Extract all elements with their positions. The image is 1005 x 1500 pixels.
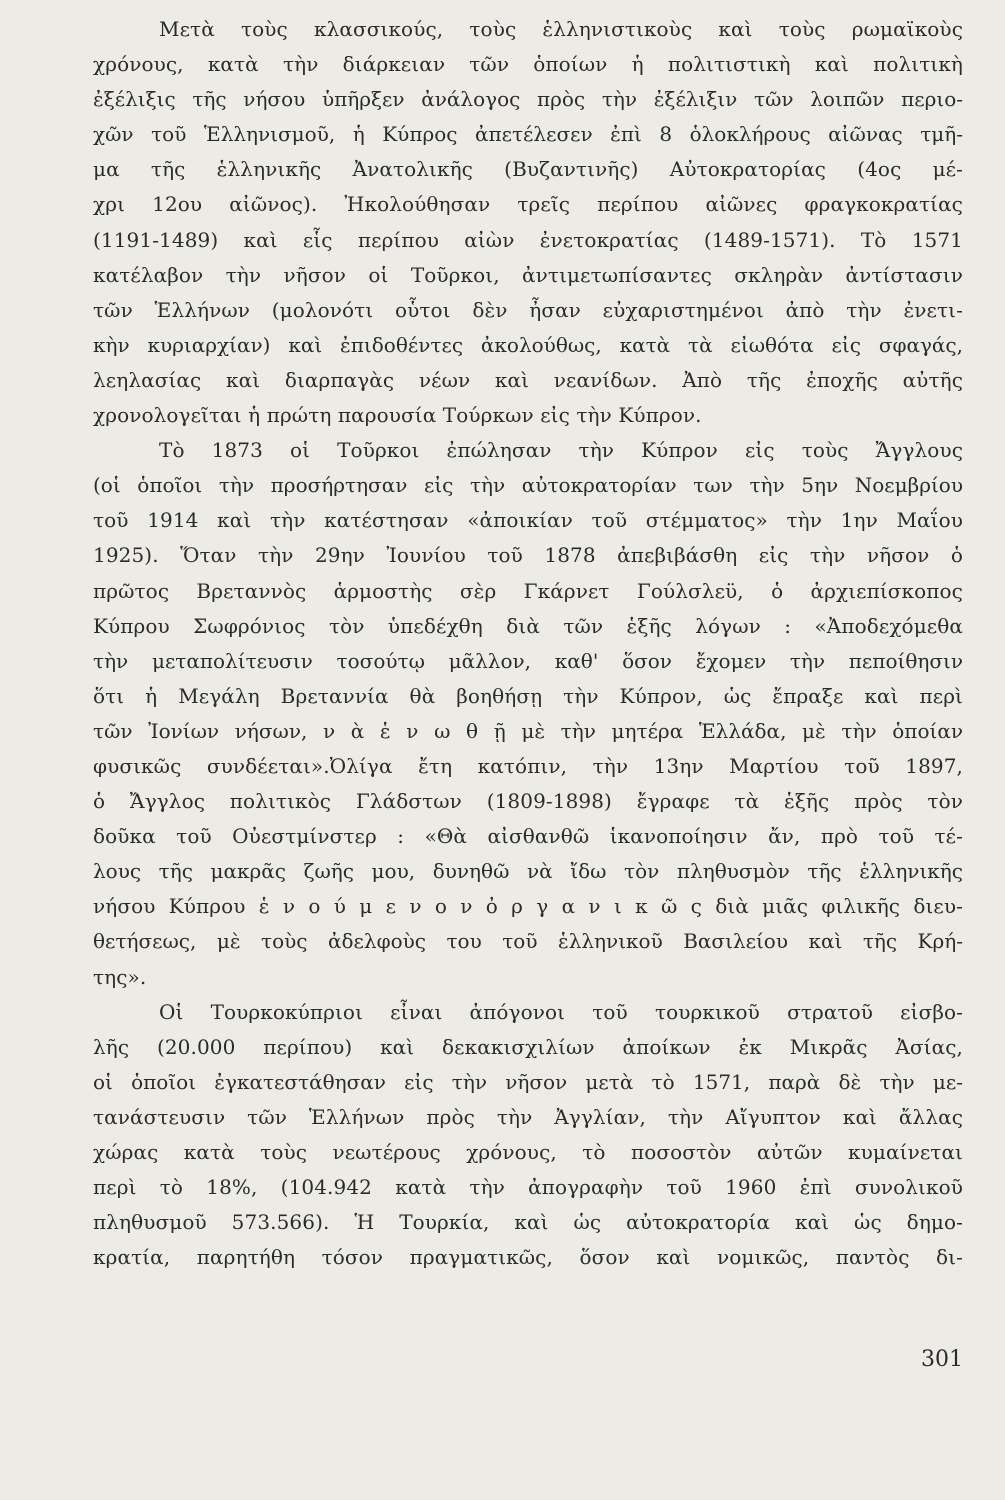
text-line: Μετὰ τοὺς κλασσικούς, τοὺς ἑλληνιστικοὺς καὶ τοὺς ρωμαϊκοὺς (159, 17, 963, 41)
text-line: λους τῆς μακρᾶς ζωῆς μου, δυνηθῶ νὰ ἴδω τὸν πληθυσμὸν τῆς ἑλληνικῆς (93, 859, 963, 884)
text-line: ὁ Ἄγγλος πολιτικὸς Γλάδστων (1809-1898) ἔγραφε τὰ ἑξῆς πρὸς τὸν (93, 789, 963, 814)
text-line: κατέλαβον τὴν νῆσον οἱ Τοῦρκοι, ἀντιμετωπίσαντες σκληρὰν ἀντίστασιν (93, 262, 963, 287)
paragraph-1 (93, 12, 963, 433)
text-line: τῶν Ἰονίων νήσων, ν ὰ ἑ ν ω θ ῇ μὲ τὴν μητέρα Ἑλλάδα, μὲ τὴν ὁποίαν (93, 718, 963, 743)
text-line: τὴν μεταπολίτευσιν τοσούτῳ μᾶλλον, καθ' ὅσον ἔχομεν τὴν πεποίθησιν (93, 648, 963, 673)
text-line: χώρας κατὰ τοὺς νεωτέρους χρόνους, τὸ ποσοστὸν αὐτῶν κυμαίνεται (93, 1140, 963, 1164)
text-line: φυσικῶς συνδέεται».Ὀλίγα ἔτη κατόπιν, τὴν 13ην Μαρτίου τοῦ 1897, (93, 753, 963, 778)
text-line: χῶν τοῦ Ἑλληνισμοῦ, ἡ Κύπρος ἀπετέλεσεν ἐπὶ 8 ὁλοκλήρους αἰῶνας τμῆ- (93, 122, 963, 147)
paragraph-2 (93, 433, 963, 995)
text-line: μα τῆς ἑλληνικῆς Ἀνατολικῆς (Βυζαντινῆς) Αὐτοκρατορίας (4ος μέ- (93, 157, 963, 182)
text-line: περὶ τὸ 18%, (104.942 κατὰ τὴν ἀπογραφὴν τοῦ 1960 ἐπὶ συνολικοῦ (93, 1175, 963, 1200)
text-line: τοῦ 1914 καὶ τὴν κατέστησαν «ἀποικίαν τοῦ στέμματος» τὴν 1ην Μαΐου (93, 508, 963, 533)
body-text (93, 12, 963, 1275)
text-line: πληθυσμοῦ 573.566). Ἡ Τουρκία, καὶ ὡς αὐτοκρατορία καὶ ὡς δημο- (93, 1210, 963, 1235)
text-line: πρῶτος Βρεταννὸς ἁρμοστὴς σὲρ Γκάρνετ Γούλσλεϋ, ὁ ἀρχιεπίσκοπος (93, 578, 963, 603)
text-line: Οἱ Τουρκοκύπριοι εἶναι ἀπόγονοι τοῦ τουρκικοῦ στρατοῦ εἰσβο- (159, 999, 963, 1024)
text-line: θετήσεως, μὲ τοὺς ἀδελφοὺς του τοῦ ἑλληνικοῦ Βασιλείου καὶ τῆς Κρή- (93, 929, 963, 954)
text-line: (οἱ ὁποῖοι τὴν προσήρτησαν εἰς τὴν αὐτοκρατορίαν των τὴν 5ην Νοεμβρίου (93, 473, 963, 498)
text-line: κὴν κυριαρχίαν) καὶ ἐπιδοθέντες ἀκολούθως, κατὰ τὰ εἰωθότα εἰς σφαγάς, (93, 332, 963, 357)
text-line: χρι 12ου αἰῶνος). Ἠκολούθησαν τρεῖς περίπου αἰῶνες φραγκοκρατίας (93, 192, 963, 217)
text-line: (1191-1489) καὶ εἷς περίπου αἰὼν ἐνετοκρατίας (1489-1571). Τὸ 1571 (93, 227, 963, 252)
text-line: ἐξέλιξις τῆς νήσου ὑπῆρξεν ἀνάλογος πρὸς τὴν ἐξέλιξιν τῶν λοιπῶν περιο- (93, 87, 963, 112)
text-line: κρατία, παρητήθη τόσον πραγματικῶς, ὅσον καὶ νομικῶς, παντὸς δι- (93, 1245, 963, 1270)
text-line: οἱ ὁποῖοι ἐγκατεστάθησαν εἰς τὴν νῆσον μετὰ τὸ 1571, παρὰ δὲ τὴν με- (93, 1069, 963, 1094)
paragraph-3 (93, 995, 963, 1276)
text-line: λεηλασίας καὶ διαρπαγὰς νέων καὶ νεανίδων. Ἀπὸ τῆς ἐποχῆς αὐτῆς (93, 367, 963, 392)
text-line: χρονολογεῖται ἡ πρώτη παρουσία Τούρκων εἰς τὴν Κύπρον. (93, 403, 702, 428)
text-line: Τὸ 1873 οἱ Τοῦρκοι ἐπώλησαν τὴν Κύπρον εἰς τοὺς Ἄγγλους (159, 438, 963, 463)
text-line: της». (93, 964, 147, 989)
text-line: Κύπρου Σωφρόνιος τὸν ὑπεδέχθη διὰ τῶν ἑξῆς λόγων : «Ἀποδεχόμεθα (93, 613, 963, 638)
text-line: χρόνους, κατὰ τὴν διάρκειαν τῶν ὁποίων ἡ πολιτιστικὴ καὶ πολιτικὴ (93, 52, 963, 77)
text-line: λῆς (20.000 περίπου) καὶ δεκακισχιλίων ἀποίκων ἐκ Μικρᾶς Ἀσίας, (93, 1034, 963, 1059)
text-line: τῶν Ἑλλήνων (μολονότι οὗτοι δὲν ἦσαν εὐχαριστημένοι ἀπὸ τὴν ἐνετι- (93, 297, 963, 322)
text-line: νήσου Κύπρου ἑ ν ο ύ μ ε ν ο ν ὀ ρ γ α ν ι κ ῶ ς διὰ μιᾶς φιλικῆς διευ- (93, 894, 963, 919)
page-number: 301 (921, 1347, 963, 1372)
text-line: 1925). Ὅταν τὴν 29ην Ἰουνίου τοῦ 1878 ἀπεβιβάσθη εἰς τὴν νῆσον ὁ (93, 543, 963, 568)
text-line: ὅτι ἡ Μεγάλη Βρεταννία θὰ βοηθήσῃ τὴν Κύπρον, ὡς ἔπραξε καὶ περὶ (93, 683, 963, 708)
text-line: τανάστευσιν τῶν Ἑλλήνων πρὸς τὴν Ἀγγλίαν, τὴν Αἴγυπτον καὶ ἄλλας (93, 1104, 963, 1129)
text-line: δοῦκα τοῦ Οὐεστμίνστερ : «Θὰ αἰσθανθῶ ἱκανοποίησιν ἄν, πρὸ τοῦ τέ- (93, 824, 963, 849)
